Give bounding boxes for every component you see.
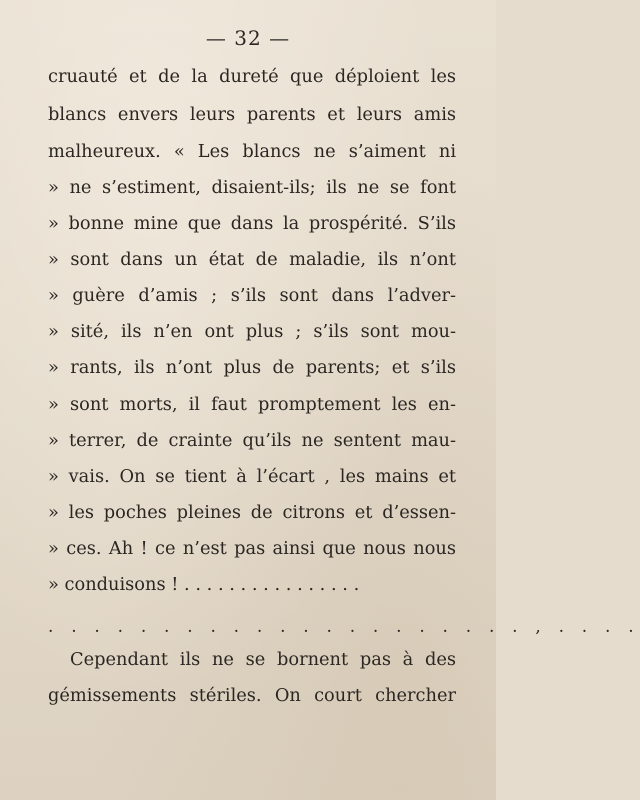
text-line: » vais. On se tient à l’écart , les mains et xyxy=(48,466,456,487)
text-line: » ces. Ah ! ce n’est pas ainsi que nous nous xyxy=(48,538,456,559)
text-line: » sont dans un état de maladie, ils n’ont xyxy=(48,249,456,270)
text-line: » guère d’amis ; s’ils sont dans l’adver- xyxy=(48,285,456,306)
text-line: » conduisons ! . . . . . . . . . . . . . . . . xyxy=(48,574,360,595)
text-line: » ne s’estiment, disaient-ils; ils ne se font xyxy=(48,177,456,198)
page-number: — 32 — xyxy=(205,26,291,50)
text-line: » bonne mine que dans la prospérité. S’ils xyxy=(48,213,456,234)
text-line: » sité, ils n’en ont plus ; s’ils sont mou- xyxy=(48,321,456,342)
text-line: cruauté et de la dureté que déploient les xyxy=(48,66,456,87)
text-line: Cependant ils ne se bornent pas à des xyxy=(70,649,456,670)
text-line: gémissements stériles. On court chercher xyxy=(48,685,456,706)
text-line: » terrer, de crainte qu’ils ne sentent mau- xyxy=(48,430,456,451)
text-line: malheureux. « Les blancs ne s’aiment ni xyxy=(48,141,456,162)
text-line: » rants, ils n’ont plus de parents; et s’ils xyxy=(48,357,456,378)
dotted-separator: . . . . . . . . . . . . . . . . . . . . . , . . . . xyxy=(48,617,640,637)
text-line: blancs envers leurs parents et leurs amis xyxy=(48,104,456,125)
text-line: » sont morts, il faut promptement les en- xyxy=(48,394,456,415)
text-line: » les poches pleines de citrons et d’essen- xyxy=(48,502,456,523)
